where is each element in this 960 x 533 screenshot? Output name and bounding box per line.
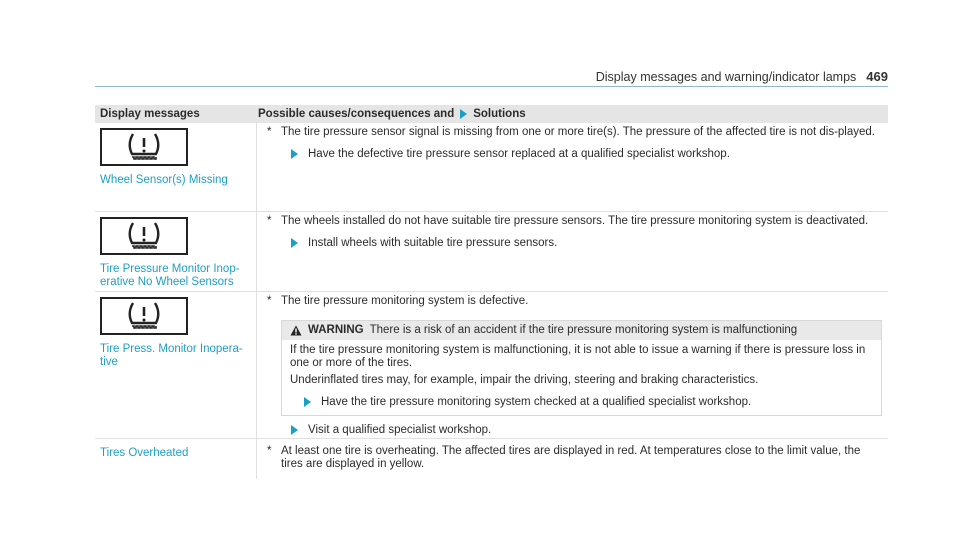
action-text: Visit a qualified specialist workshop. <box>308 424 492 436</box>
warning-paragraph: Underinflated tires may, for example, impair the driving, steering and braking characteristics. <box>290 374 759 386</box>
message-label: Tire Pressure Monitor Inop-erative No Wheel Sensors <box>100 263 240 288</box>
warning-headline: There is a risk of an accident if the tire pressure monitoring system is malfunctioning <box>369 324 798 336</box>
warning-body <box>282 340 881 415</box>
page-number: 469 <box>866 69 888 84</box>
message-cell <box>95 439 257 479</box>
action-text: Have the tire pressure monitoring system checked at a qualified specialist workshop. <box>321 396 752 408</box>
header-title: Display messages and warning/indicator lamps <box>595 70 857 84</box>
tire-pressure-warning-icon <box>100 217 188 255</box>
cause-item <box>267 445 882 471</box>
cause-item <box>267 215 882 228</box>
arrow-icon <box>460 109 467 119</box>
cause-text: The tire pressure monitoring system is defective. <box>281 295 529 307</box>
message-cell <box>95 123 257 211</box>
bullet-marker: * <box>267 295 272 307</box>
cause-item <box>267 295 882 308</box>
arrow-icon <box>291 238 298 248</box>
arrow-icon <box>304 397 311 407</box>
col-header-solutions-text: Solutions <box>473 108 526 120</box>
table-row <box>95 123 888 212</box>
col-header-causes-text: Possible causes/consequences and <box>258 108 455 120</box>
solution-cell <box>257 212 888 291</box>
tire-pressure-warning-icon <box>100 297 188 335</box>
bullet-marker: * <box>267 215 272 227</box>
bullet-marker: * <box>267 126 272 138</box>
cause-text: The tire pressure sensor signal is missing from one or more tire(s). The pressure of the affected tire is not dis-played. <box>281 126 875 138</box>
arrow-icon <box>291 425 298 435</box>
action-item <box>289 237 882 250</box>
header-rule <box>95 86 888 87</box>
cause-item <box>267 126 882 139</box>
warning-box <box>281 320 882 416</box>
warning-action-item <box>302 396 873 409</box>
col-header-messages: Display messages <box>100 108 200 120</box>
tire-pressure-warning-icon <box>100 128 188 166</box>
table-header <box>95 105 888 123</box>
warning-paragraph: If the tire pressure monitoring system is malfunctioning, it is not able to issue a warning if there is pressure loss in one or more of the tires. <box>290 344 866 369</box>
solution-cell <box>257 292 888 438</box>
col-header-causes <box>258 108 888 120</box>
table-row <box>95 212 888 292</box>
message-label: Tire Press. Monitor Inopera-tive <box>100 343 243 368</box>
action-item <box>289 424 882 437</box>
solution-cell <box>257 123 888 211</box>
warning-triangle-icon <box>290 325 302 336</box>
messages-table <box>95 105 888 479</box>
cause-text: At least one tire is overheating. The affected tires are displayed in red. At temperatures close to the limit value, the tires are displayed in yellow. <box>281 445 861 470</box>
running-header <box>596 69 888 84</box>
message-cell <box>95 212 257 291</box>
message-label: Wheel Sensor(s) Missing <box>100 174 228 186</box>
solution-cell <box>257 439 888 479</box>
arrow-icon <box>291 149 298 159</box>
action-text: Have the defective tire pressure sensor replaced at a qualified specialist workshop. <box>308 148 730 160</box>
action-item <box>289 148 882 161</box>
warning-title: WARNING <box>308 324 364 336</box>
table-row <box>95 292 888 439</box>
bullet-marker: * <box>267 445 272 457</box>
table-row <box>95 439 888 479</box>
message-cell <box>95 292 257 438</box>
cause-text: The wheels installed do not have suitable tire pressure sensors. The tire pressure monitoring system is deactivated. <box>281 215 869 227</box>
message-label: Tires Overheated <box>100 447 189 459</box>
action-text: Install wheels with suitable tire pressure sensors. <box>308 237 558 249</box>
warning-header <box>282 321 881 340</box>
